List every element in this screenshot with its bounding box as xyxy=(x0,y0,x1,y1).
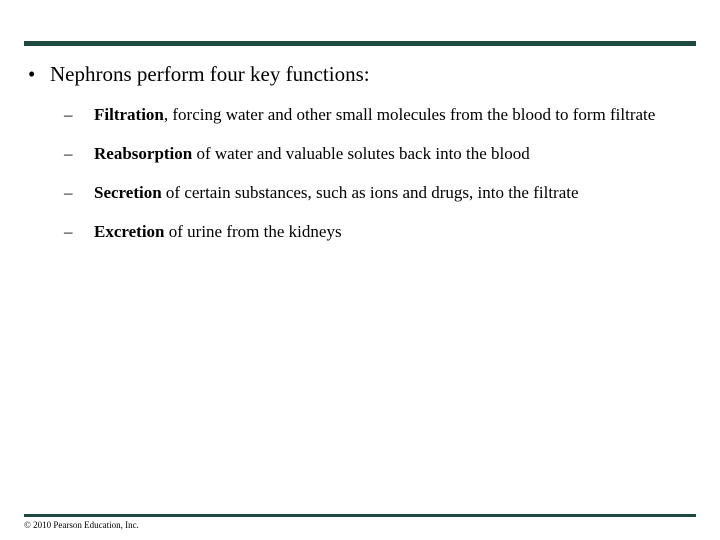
function-description: of certain substances, such as ions and drugs, into the filtrate xyxy=(161,183,579,202)
function-text xyxy=(94,182,694,204)
function-description: , forcing water and other small molecules from the blood to form filtrate xyxy=(163,105,656,124)
function-text xyxy=(94,104,694,126)
top-divider xyxy=(24,41,696,46)
function-item-reabsorption xyxy=(64,143,694,165)
function-term: Secretion xyxy=(94,183,162,202)
bottom-divider xyxy=(24,514,696,517)
function-term: Reabsorption xyxy=(94,144,193,163)
function-term: Excretion xyxy=(94,222,165,241)
function-item-secretion xyxy=(64,182,694,204)
function-text xyxy=(94,221,694,243)
dash-marker: – xyxy=(64,105,73,124)
function-term: Filtration xyxy=(94,105,164,124)
function-list xyxy=(64,104,694,260)
dash-marker: – xyxy=(64,183,73,202)
main-bullet xyxy=(28,60,688,88)
function-description: of urine from the kidneys xyxy=(164,222,342,241)
function-text xyxy=(94,143,694,165)
function-item-filtration xyxy=(64,104,694,126)
dash-marker: – xyxy=(64,222,73,241)
main-bullet-text: Nephrons perform four key functions: xyxy=(50,62,370,86)
function-description: of water and valuable solutes back into the blood xyxy=(192,144,530,163)
dash-marker: – xyxy=(64,144,73,163)
bullet-marker: • xyxy=(28,62,36,86)
copyright-footer: © 2010 Pearson Education, Inc. xyxy=(24,520,139,530)
function-item-excretion xyxy=(64,221,694,243)
